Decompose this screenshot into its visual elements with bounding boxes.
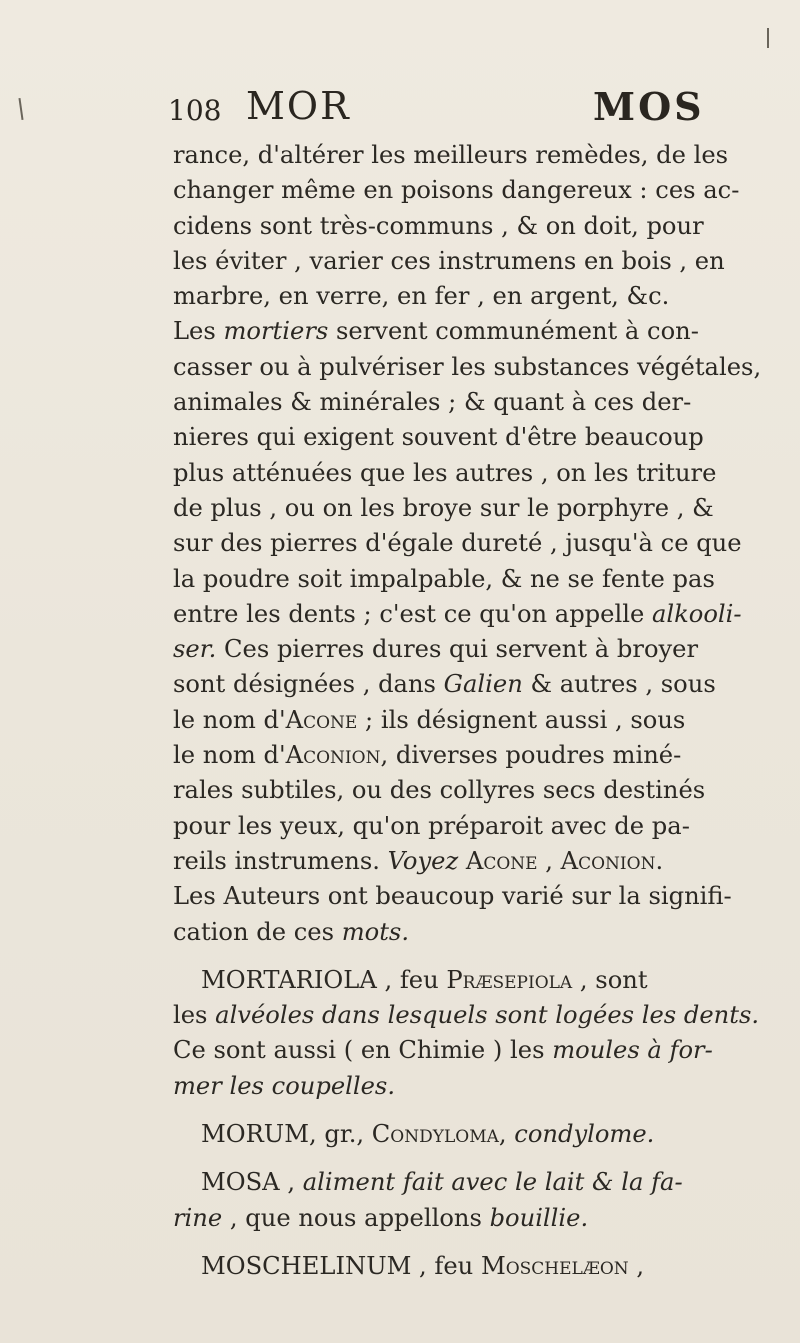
- text-line: [173, 1069, 783, 1104]
- text-line: [173, 773, 783, 808]
- text-span: ser.: [173, 635, 217, 664]
- text-span: feu: [399, 965, 447, 994]
- text-span: rine: [173, 1203, 223, 1232]
- text-span: mots.: [341, 917, 410, 946]
- text-span: Galien: [443, 670, 523, 699]
- text-span: reils instrumens.: [173, 846, 388, 875]
- text-line: [173, 562, 783, 597]
- text-line: [173, 209, 783, 244]
- margin-mark: [767, 28, 769, 48]
- text-span: sont désignées , dans: [173, 670, 444, 699]
- text-span: les éviter , varier ces instrumens en bois , en: [173, 246, 725, 275]
- text-span: MOSA ,: [201, 1168, 303, 1197]
- text-span: plus atténuées que les autres , on les triture: [173, 458, 717, 487]
- text-span: Acone: [285, 705, 358, 734]
- text-span: sur des pierres d'égale dureté , jusqu'à ce que: [173, 529, 742, 558]
- text-span: ; ils désignent aussi , sous: [357, 705, 686, 734]
- entry-mortariola: [173, 963, 783, 998]
- text-span: ,: [498, 1120, 515, 1149]
- text-line: [173, 526, 783, 561]
- text-span: Voyez: [387, 846, 459, 875]
- text-span: bouillie.: [489, 1203, 589, 1232]
- text-span: , diverses poudres miné-: [380, 741, 682, 770]
- text-span: alkooli-: [651, 599, 742, 628]
- text-span: MOSCHELINUM , feu: [201, 1251, 481, 1280]
- text-line: [173, 456, 783, 491]
- text-span: cation de ces: [173, 917, 342, 946]
- text-line: [173, 844, 783, 879]
- text-line: [173, 738, 783, 773]
- text-span: pour les yeux, qu'on préparoit avec de pa-: [173, 811, 690, 840]
- text-span: Condyloma: [371, 1120, 499, 1149]
- text-span: & autres , sous: [522, 670, 716, 699]
- text-line: [173, 879, 783, 914]
- text-line: [173, 1033, 783, 1068]
- text-span: nieres qui exigent souvent d'être beaucoup: [173, 423, 704, 452]
- text-line: [173, 915, 783, 950]
- text-span: condylome.: [514, 1120, 655, 1149]
- text-span: marbre, en verre, en fer , en argent, &c.: [173, 282, 670, 311]
- text-span: aliment fait avec le lait & la fa-: [302, 1168, 683, 1197]
- text-line: [173, 703, 783, 738]
- text-span: mortiers: [223, 317, 329, 346]
- entry-mosa: [173, 1165, 783, 1200]
- text-span: changer même en poisons dangereux : ces ac-: [173, 176, 740, 205]
- text-span: rales subtiles, ou des collyres secs destinés: [173, 776, 706, 805]
- text-span: casser ou à pulvériser les substances végétales,: [173, 352, 762, 381]
- text-line: [173, 809, 783, 844]
- text-line: [173, 597, 783, 632]
- text-span: les: [173, 1001, 216, 1030]
- text-span: MORUM, gr.,: [201, 1120, 372, 1149]
- text-span: servent communément à con-: [328, 317, 699, 346]
- text-span: animales & minérales ; & quant à ces der-: [173, 388, 692, 417]
- text-span: Les Auteurs ont beaucoup varié sur la signifi-: [173, 882, 732, 911]
- text-span: cidens sont très-communs , & on doit, pour: [173, 211, 704, 240]
- text-span: ,: [628, 1251, 645, 1280]
- text-line: [173, 173, 783, 208]
- text-span: moules à for-: [552, 1036, 713, 1065]
- text-line: [173, 279, 783, 314]
- text-line: [173, 314, 783, 349]
- text-line: [173, 138, 783, 173]
- text-span: entre les dents ; c'est ce qu'on appelle: [173, 599, 652, 628]
- text-span: , que nous appellons: [222, 1203, 490, 1232]
- text-span: Moschelæon: [480, 1251, 629, 1280]
- text-line: [173, 667, 783, 702]
- text-span: Aconion: [285, 741, 381, 770]
- header-left: MOR: [246, 84, 351, 128]
- text-line: [173, 350, 783, 385]
- text-line: [173, 385, 783, 420]
- entry-morum: [173, 1117, 783, 1152]
- text-span: alvéoles dans lesquels sont logées les dents.: [215, 1001, 760, 1030]
- text-span: , sont: [572, 965, 648, 994]
- text-line: [173, 491, 783, 526]
- text-span: de plus , ou on les broye sur le porphyre , &: [173, 493, 714, 522]
- margin-mark: [18, 98, 23, 120]
- text-line: [173, 420, 783, 455]
- text-span: Ces pierres dures qui servent à broyer: [216, 635, 699, 664]
- text-line: [173, 998, 783, 1033]
- entry-moschelinum: [173, 1249, 783, 1284]
- text-span: Les: [173, 317, 224, 346]
- text-span: MORTARIOLA ,: [201, 965, 400, 994]
- text-span: mer les coupelles.: [173, 1071, 396, 1100]
- text-span: Ce sont aussi ( en Chimie ) les: [173, 1036, 553, 1065]
- text-span: Acone , Aconion.: [458, 846, 664, 875]
- text-span: rance, d'altérer les meilleurs remèdes, de les: [173, 141, 729, 169]
- running-header: [168, 84, 788, 134]
- header-right: MOS: [593, 84, 705, 129]
- text-span: Præsepiola: [446, 965, 573, 994]
- text-line: [173, 244, 783, 279]
- text-line: [173, 1201, 783, 1236]
- text-line: [173, 632, 783, 667]
- text-span: le nom d': [173, 741, 286, 770]
- text-span: le nom d': [173, 705, 286, 734]
- page-number: 108: [168, 94, 222, 127]
- text-span: la poudre soit impalpable, & ne se fente pas: [173, 564, 715, 593]
- page-text: [173, 138, 783, 1284]
